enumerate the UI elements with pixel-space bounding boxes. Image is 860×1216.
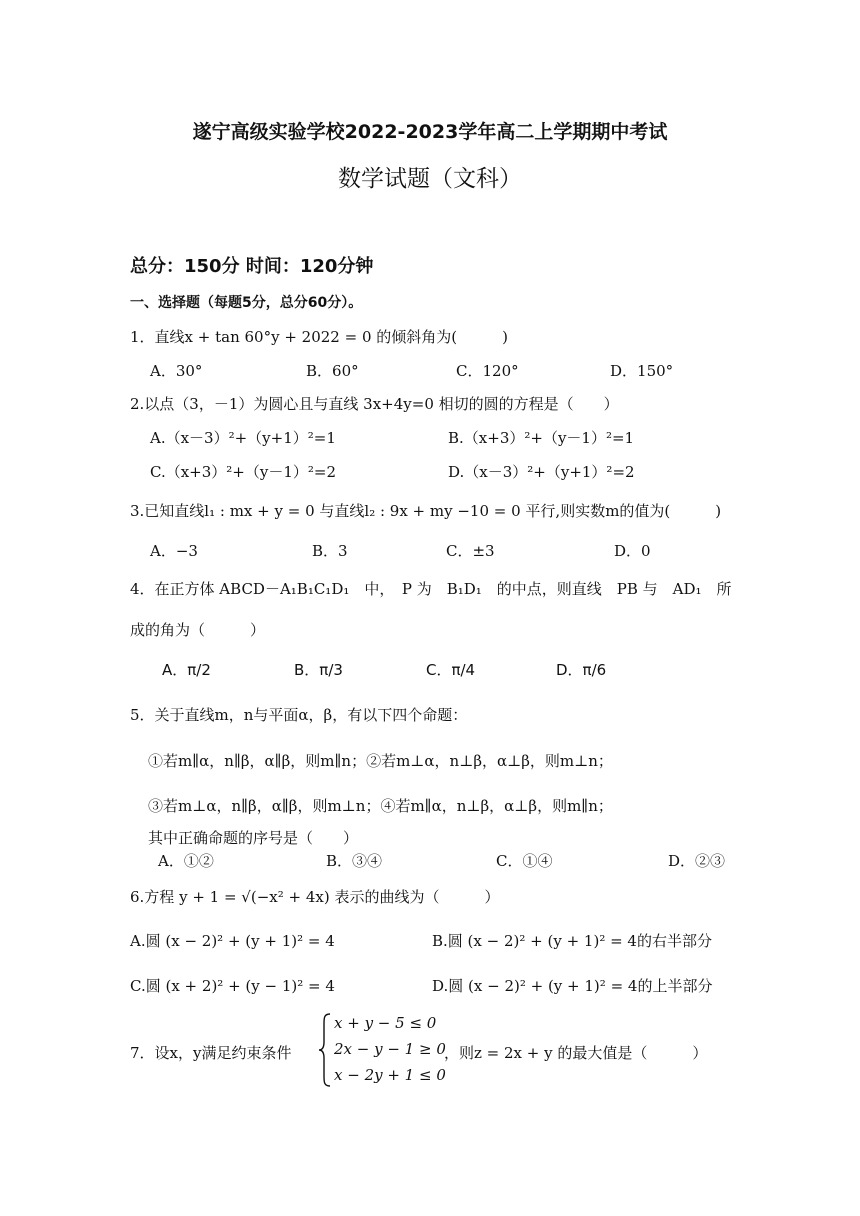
question-2-option-d: D.（x－3）²+（y+1）²=2 [448, 463, 635, 481]
question-7-stem-suffix: ，则z = 2x + y 的最大值是（ ） [444, 1044, 708, 1062]
question-5-stem: 5．关于直线m，n与平面α，β，有以下四个命题： [130, 706, 468, 724]
question-7-stem-prefix: 7．设x，y满足约束条件 [130, 1044, 292, 1062]
question-4-option-c: C．π/4 [426, 661, 476, 679]
question-2-option-c: C.（x+3）²+（y－1）²=2 [150, 463, 337, 481]
left-brace-icon [318, 1012, 332, 1088]
constraint-3: x − 2y + 1 ≤ 0 [334, 1066, 446, 1084]
question-4-option-a: A．π/2 [162, 661, 211, 679]
question-1-option-b: B．60° [306, 362, 359, 380]
question-1-option-a: A．30° [150, 362, 203, 380]
question-4-stem-line2: 成的角为（ ） [130, 621, 266, 639]
question-3-stem: 3.已知直线l₁ : mx + y = 0 与直线l₂ : 9x + my −10 = 0 平行,则实数m的值为( ) [130, 502, 722, 520]
question-2-option-a: A.（x－3）²+（y+1）²=1 [150, 429, 336, 447]
question-5-line-2: ③若m⊥α，n∥β，α∥β，则m⊥n；④若m∥α，n⊥β，α⊥β，则m∥n； [148, 797, 613, 815]
exam-title: 遂宁高级实验学校2022-2023学年高二上学期期中考试 [192, 121, 668, 143]
question-6-option-d: D.圆 (x − 2)² + (y + 1)² = 4的上半部分 [432, 977, 713, 995]
question-3-option-a: A．−3 [150, 542, 198, 560]
question-5-option-a: A．①② [158, 852, 214, 870]
question-4-stem-line1: 4．在正方体 ABCD－A₁B₁C₁D₁ 中， P 为 B₁D₁ 的中点，则直线 PB 与 AD₁ 所 [130, 580, 732, 598]
section-heading: 一、选择题（每题5分，总分60分）。 [130, 295, 363, 311]
question-5-option-b: B．③④ [326, 852, 383, 870]
question-6-option-a: A.圆 (x − 2)² + (y + 1)² = 4 [130, 932, 335, 950]
question-6-stem: 6.方程 y + 1 = √(−x² + 4x) 表示的曲线为（ ） [130, 888, 500, 906]
question-2-stem: 2.以点（3，－1）为圆心且与直线 3x+4y=0 相切的圆的方程是（ ） [130, 395, 619, 413]
question-5-line-3: 其中正确命题的序号是（ ） [148, 829, 359, 847]
question-3-option-d: D．0 [614, 542, 651, 560]
exam-subtitle: 数学试题（文科） [338, 166, 522, 192]
question-1-stem: 1．直线x + tan 60°y + 2022 = 0 的倾斜角为( ) [130, 328, 508, 346]
constraint-1: x + y − 5 ≤ 0 [334, 1014, 437, 1032]
question-5-line-1: ①若m∥α，n∥β，α∥β，则m∥n；②若m⊥α，n⊥β，α⊥β，则m⊥n； [148, 752, 613, 770]
question-1-option-d: D．150° [610, 362, 674, 380]
question-5-option-c: C．①④ [496, 852, 553, 870]
question-3-option-b: B．3 [312, 542, 348, 560]
question-4-option-b: B．π/3 [294, 661, 343, 679]
question-1-option-c: C．120° [456, 362, 519, 380]
question-4-option-d: D．π/6 [556, 661, 607, 679]
constraint-2: 2x − y − 1 ≥ 0 [334, 1040, 446, 1058]
question-5-option-d: D．②③ [668, 852, 726, 870]
exam-info: 总分：150分 时间：120分钟 [130, 256, 374, 277]
question-6-option-b: B.圆 (x − 2)² + (y + 1)² = 4的右半部分 [432, 932, 712, 950]
question-6-option-c: C.圆 (x + 2)² + (y − 1)² = 4 [130, 977, 335, 995]
question-2-option-b: B.（x+3）²+（y－1）²=1 [448, 429, 635, 447]
constraint-brace [318, 1012, 332, 1092]
question-3-option-c: C．±3 [446, 542, 495, 560]
